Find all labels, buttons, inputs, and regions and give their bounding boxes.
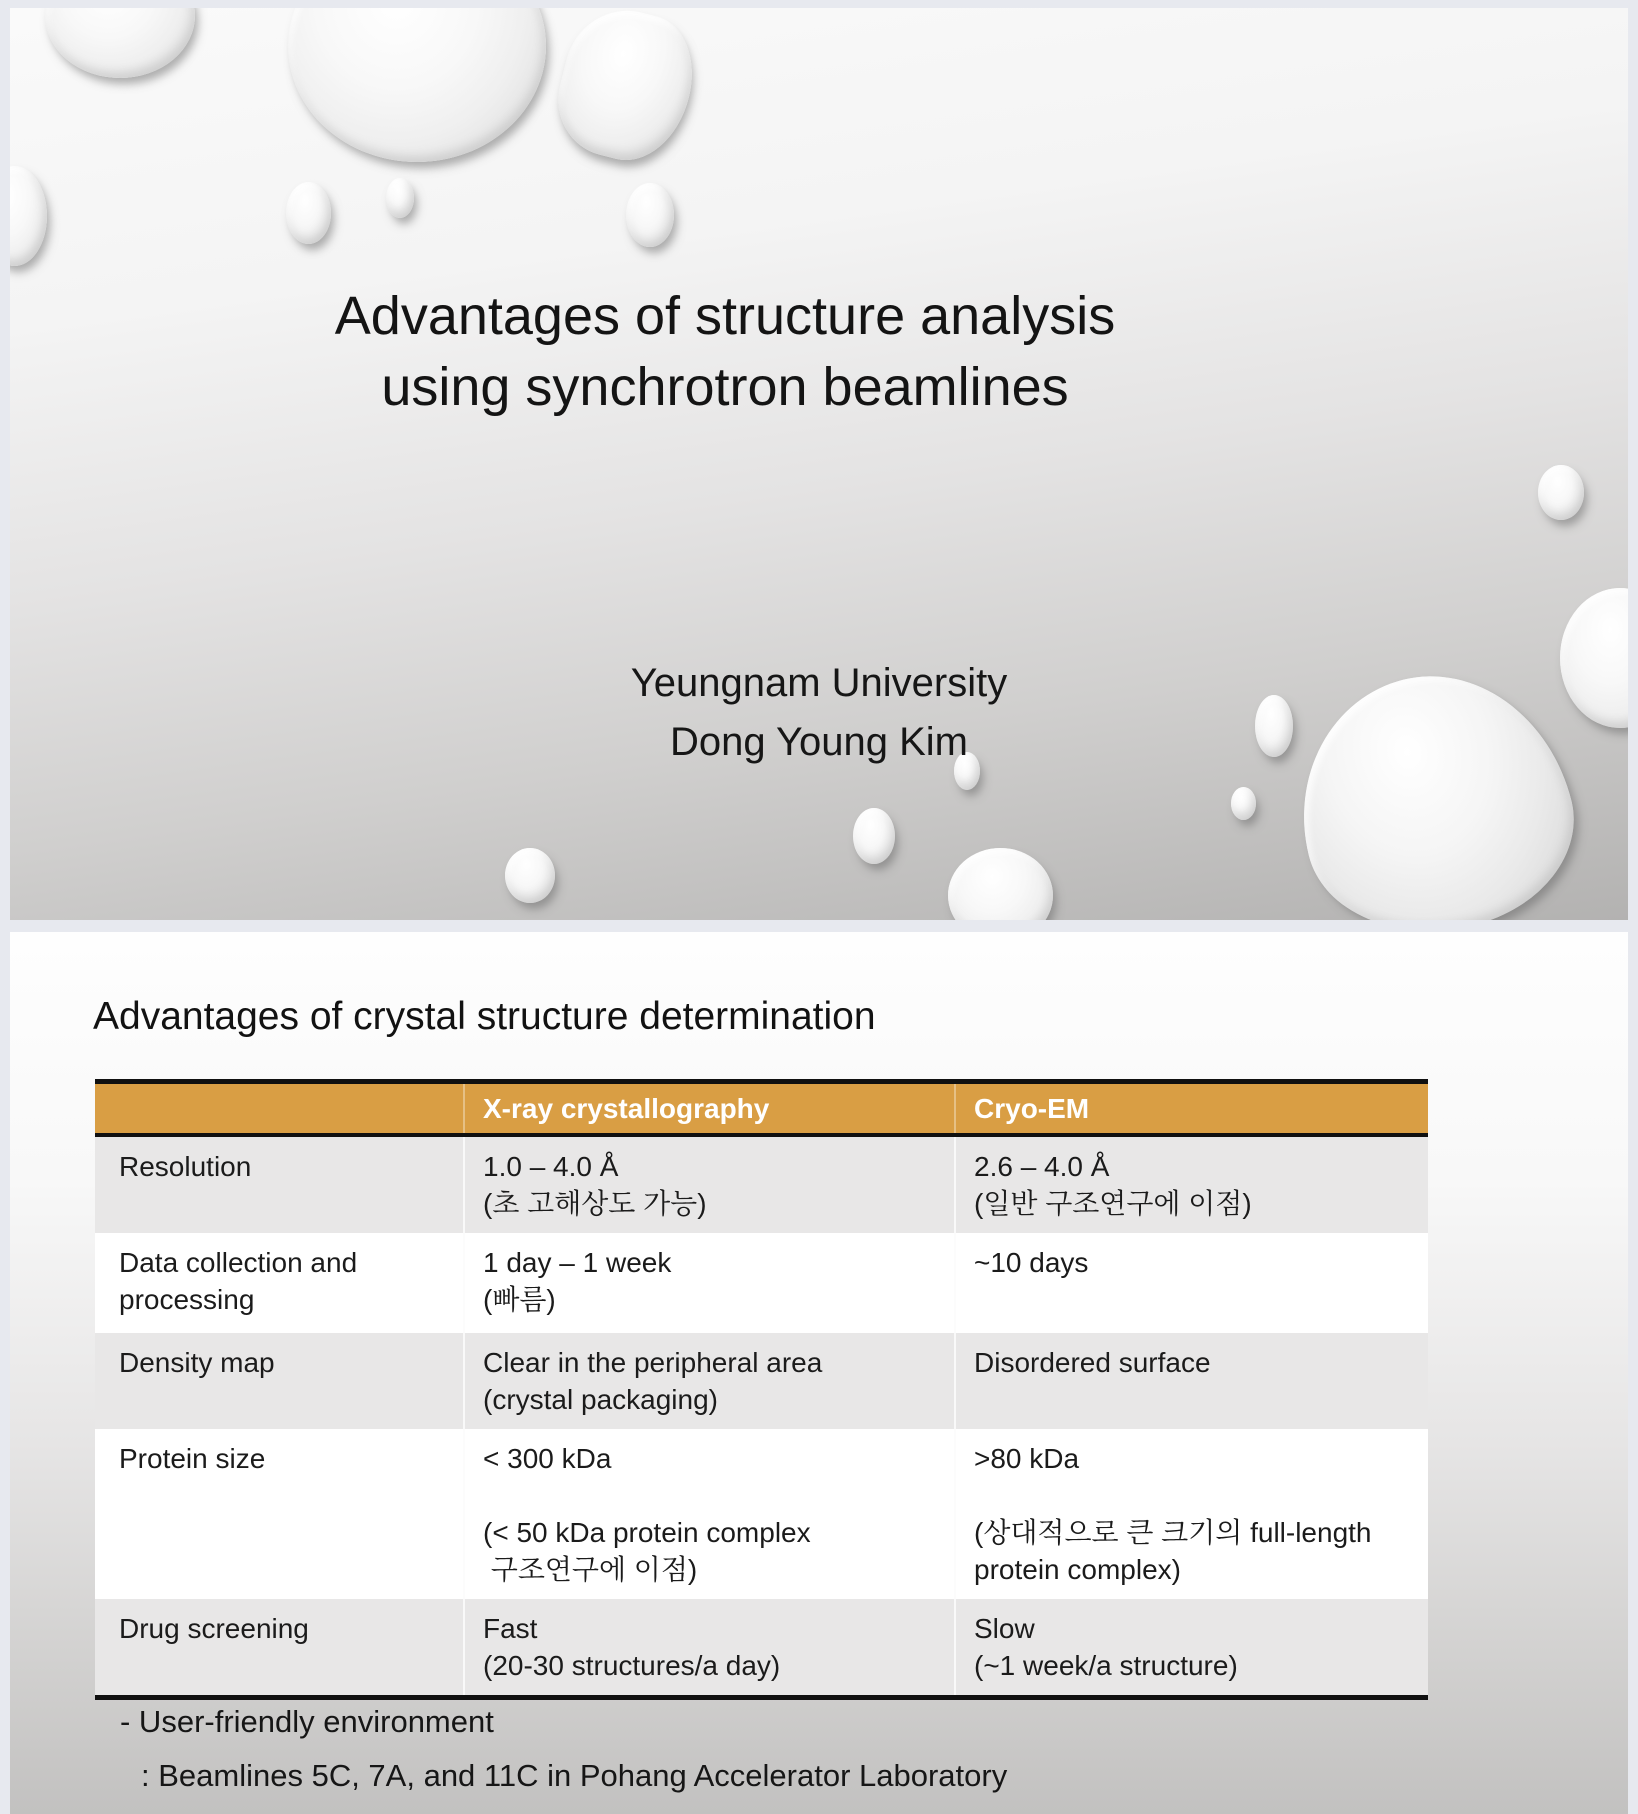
- water-droplet: [10, 166, 47, 266]
- row-label: Protein size: [119, 1442, 266, 1474]
- cell-line: < 300 kDa: [483, 1442, 612, 1474]
- note-user-friendly: - User-friendly environment: [120, 1704, 494, 1739]
- table-header-blank: [95, 1082, 464, 1135]
- cell-line: Clear in the peripheral area: [483, 1346, 823, 1378]
- table-row: [95, 1135, 1428, 1233]
- cell-line: 1 day – 1 week: [483, 1246, 672, 1278]
- cryoem-cell: [955, 1429, 1428, 1599]
- cell-line: Slow: [974, 1612, 1035, 1644]
- row-label: Resolution: [119, 1150, 252, 1182]
- cell-line: [483, 1477, 940, 1514]
- cell-line: (crystal packaging): [483, 1383, 718, 1415]
- comparison-table: [95, 1079, 1428, 1700]
- title-slide: [10, 8, 1628, 920]
- slide-subtitle: [10, 654, 1628, 772]
- table-header-x-ray-crystallography: X-ray crystallography: [464, 1082, 955, 1135]
- water-droplet: [1231, 787, 1256, 820]
- cell-line: (일반 구조연구에 이점): [974, 1187, 1252, 1219]
- cryoem-cell: [955, 1135, 1428, 1233]
- author-name: Dong Young Kim: [669, 720, 968, 764]
- cryoem-cell: [955, 1233, 1428, 1333]
- water-droplet: [45, 8, 195, 78]
- slide-title-line1: Advantages of structure analysis: [334, 286, 1116, 346]
- slide2-heading: Advantages of crystal structure determination: [93, 995, 876, 1038]
- note-beamlines: : Beamlines 5C, 7A, and 11C in Pohang Accelerator Laboratory: [141, 1758, 1008, 1793]
- slide-title: [10, 281, 1440, 423]
- table-row: [95, 1599, 1428, 1698]
- comparison-table-container: [95, 1079, 1428, 1700]
- water-droplet: [286, 182, 331, 244]
- cell-line: Fast: [483, 1612, 538, 1644]
- cell-line: ~10 days: [974, 1246, 1089, 1278]
- cell-line: 2.6 – 4.0 Å: [974, 1150, 1110, 1182]
- comparison-slide: [10, 932, 1628, 1814]
- water-droplet: [1538, 465, 1584, 520]
- cell-line: (< 50 kDa protein complex: [483, 1516, 811, 1548]
- row-label: Density map: [119, 1346, 275, 1378]
- water-droplet: [853, 808, 895, 864]
- table-row: [95, 1233, 1428, 1333]
- table-row: [95, 1429, 1428, 1599]
- water-droplet: [546, 8, 706, 172]
- cell-line: >80 kDa: [974, 1442, 1080, 1474]
- cell-line: (상대적으로 큰 크기의 full-length: [974, 1516, 1372, 1548]
- cell-line: 구조연구에 이점): [483, 1553, 698, 1585]
- cell-line: protein complex): [974, 1553, 1181, 1585]
- water-droplet: [948, 848, 1053, 920]
- xray-cell: [464, 1233, 955, 1333]
- affiliation-text: Yeungnam University: [630, 661, 1008, 705]
- xray-cell: [464, 1599, 955, 1698]
- cell-line: (~1 week/a structure): [974, 1649, 1238, 1681]
- water-droplet: [505, 848, 555, 903]
- cell-line: Disordered surface: [974, 1346, 1211, 1378]
- cell-line: (20-30 structures/a day): [483, 1649, 781, 1681]
- cryoem-cell: [955, 1599, 1428, 1698]
- water-droplet: [288, 8, 546, 162]
- table-header-cryo-em: Cryo-EM: [955, 1082, 1428, 1135]
- cell-line: (초 고해상도 가능): [483, 1187, 707, 1219]
- cell-line: (빠름): [483, 1283, 556, 1315]
- cryoem-cell: [955, 1333, 1428, 1429]
- slide-title-line2: using synchrotron beamlines: [381, 357, 1069, 417]
- cell-line: 1.0 – 4.0 Å: [483, 1150, 619, 1182]
- cell-line: [974, 1477, 1414, 1514]
- row-label: Data collection and processing: [119, 1246, 358, 1315]
- water-droplet: [386, 178, 414, 218]
- water-droplet: [626, 183, 674, 247]
- table-row: [95, 1333, 1428, 1429]
- row-label: Drug screening: [119, 1612, 309, 1644]
- xray-cell: [464, 1429, 955, 1599]
- xray-cell: [464, 1135, 955, 1233]
- xray-cell: [464, 1333, 955, 1429]
